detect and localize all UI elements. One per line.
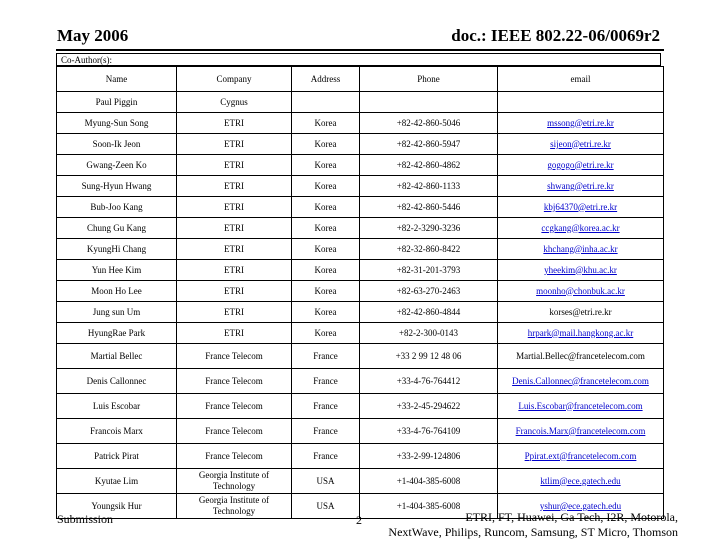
cell-phone: [360, 176, 498, 197]
company-text: ETRI: [224, 138, 244, 149]
cell-address: [292, 344, 360, 369]
phone-text: +82-42-860-4844: [396, 306, 461, 317]
table-row: [57, 155, 664, 176]
cell-email: [498, 113, 664, 134]
email-link[interactable]: moonho@chonbuk.ac.kr: [536, 285, 625, 296]
email-link[interactable]: sijeon@etri.re.kr: [550, 138, 611, 149]
coauthor-table: [56, 66, 664, 519]
cell-company: [177, 176, 292, 197]
cell-name: [57, 260, 177, 281]
cell-phone: [360, 469, 498, 494]
company-text: Georgia Institute of Technology: [198, 470, 270, 491]
phone-text: +82-42-860-5947: [396, 138, 461, 149]
cell-name: [57, 323, 177, 344]
cell-address: [292, 469, 360, 494]
cell-address: [292, 113, 360, 134]
address-text: France: [313, 450, 338, 461]
cell-name: [57, 281, 177, 302]
email-link[interactable]: shwang@etri.re.kr: [547, 180, 614, 191]
company-text: France Telecom: [205, 375, 263, 386]
address-text: France: [313, 425, 338, 436]
name-text: Jung sun Um: [92, 306, 141, 317]
company-text: Georgia Institute of Technology: [198, 495, 270, 516]
footer-affiliations-line1: ETRI, FT, Huawei, Ga Tech, I2R, Motorola,: [465, 510, 678, 524]
cell-phone: [360, 113, 498, 134]
cell-name: [57, 92, 177, 113]
cell-phone: [360, 394, 498, 419]
cell-company: [177, 323, 292, 344]
cell-name: [57, 113, 177, 134]
phone-text: +1-404-385-6008: [396, 475, 461, 486]
name-text: Gwang-Zeen Ko: [86, 159, 147, 170]
company-text: ETRI: [224, 327, 244, 338]
cell-phone: [360, 155, 498, 176]
name-text: Kyutae Lim: [94, 475, 139, 486]
company-text: ETRI: [224, 201, 244, 212]
cell-company: [177, 494, 292, 519]
table-row: [57, 344, 664, 369]
address-text: Korea: [314, 243, 337, 254]
cell-company: [177, 113, 292, 134]
phone-text: +1-404-385-6008: [396, 500, 461, 511]
phone-text: +33-4-76-764412: [396, 375, 461, 386]
address-text: USA: [316, 475, 335, 486]
phone-text: +82-42-860-5446: [396, 201, 461, 212]
address-text: Korea: [314, 117, 337, 128]
cell-address: [292, 260, 360, 281]
company-text: France Telecom: [205, 350, 263, 361]
email-link[interactable]: ktlim@ece.gatech.edu: [540, 475, 621, 486]
cell-address: [292, 444, 360, 469]
name-text: Paul Piggin: [95, 96, 138, 107]
footer-affiliations: [388, 510, 678, 540]
cell-company: [177, 302, 292, 323]
cell-name: [57, 469, 177, 494]
phone-text: +33-2-45-294622: [396, 400, 461, 411]
cell-address: [292, 197, 360, 218]
cell-address: [292, 239, 360, 260]
cell-phone: [360, 260, 498, 281]
address-text: France: [313, 375, 338, 386]
cell-company: [177, 281, 292, 302]
cell-address: [292, 155, 360, 176]
table-row: [57, 469, 664, 494]
cell-phone: [360, 281, 498, 302]
cell-address: [292, 302, 360, 323]
name-text: Denis Callonnec: [86, 375, 147, 386]
name-text: Soon-Ik Jeon: [92, 138, 141, 149]
cell-address: [292, 281, 360, 302]
email-link[interactable]: yheekim@khu.ac.kr: [544, 264, 617, 275]
cell-email: [498, 444, 664, 469]
cell-email: [498, 323, 664, 344]
cell-name: [57, 394, 177, 419]
company-text: France Telecom: [205, 425, 263, 436]
table-row: [57, 281, 664, 302]
company-text: ETRI: [224, 285, 244, 296]
cell-company: [177, 344, 292, 369]
cell-name: [57, 134, 177, 155]
company-text: ETRI: [224, 117, 244, 128]
company-text: ETRI: [224, 222, 244, 233]
cell-email: [498, 155, 664, 176]
cell-company: [177, 218, 292, 239]
address-text: Korea: [314, 306, 337, 317]
column-header: Company: [177, 67, 292, 92]
footer-submission: Submission: [57, 512, 114, 526]
cell-company: [177, 469, 292, 494]
cell-address: [292, 419, 360, 444]
cell-address: [292, 92, 360, 113]
table-row: [57, 218, 664, 239]
table-row: [57, 444, 664, 469]
company-text: France Telecom: [205, 450, 263, 461]
cell-company: [177, 197, 292, 218]
cell-company: [177, 260, 292, 281]
phone-text: +82-32-860-8422: [396, 243, 461, 254]
cell-name: [57, 419, 177, 444]
table-row: [57, 92, 664, 113]
company-text: ETRI: [224, 264, 244, 275]
cell-company: [177, 92, 292, 113]
cell-name: [57, 239, 177, 260]
table-header-row: [57, 67, 664, 92]
cell-phone: [360, 92, 498, 113]
email-link[interactable]: yshur@ece.gatech.edu: [539, 500, 622, 511]
cell-email: [498, 239, 664, 260]
cell-phone: [360, 134, 498, 155]
address-text: Korea: [314, 201, 337, 212]
table-row: [57, 134, 664, 155]
cell-address: [292, 369, 360, 394]
email-link[interactable]: Francois.Marx@francetelecom.com: [515, 425, 646, 436]
company-text: ETRI: [224, 306, 244, 317]
address-text: USA: [316, 500, 335, 511]
cell-email: [498, 260, 664, 281]
header-rule: [56, 49, 664, 51]
company-text: Cygnus: [220, 96, 248, 107]
cell-phone: [360, 197, 498, 218]
cell-phone: [360, 444, 498, 469]
cell-name: [57, 302, 177, 323]
cell-email: [498, 469, 664, 494]
cell-phone: [360, 302, 498, 323]
address-text: Korea: [314, 222, 337, 233]
cell-phone: [360, 344, 498, 369]
cell-email: [498, 419, 664, 444]
cell-company: [177, 239, 292, 260]
address-text: France: [313, 350, 338, 361]
company-text: ETRI: [224, 180, 244, 191]
table-row: [57, 369, 664, 394]
cell-address: [292, 494, 360, 519]
address-text: Korea: [314, 327, 337, 338]
cell-phone: [360, 369, 498, 394]
address-text: Korea: [314, 264, 337, 275]
cell-name: [57, 218, 177, 239]
address-text: Korea: [314, 159, 337, 170]
column-header: Address: [292, 67, 360, 92]
email-link[interactable]: khchang@inha.ac.kr: [543, 243, 618, 254]
cell-company: [177, 419, 292, 444]
cell-email: [498, 197, 664, 218]
email-link[interactable]: Denis.Callonnec@francetelecom.com: [512, 375, 649, 386]
table-row: [57, 239, 664, 260]
phone-text: +82-42-860-1133: [396, 180, 461, 191]
cell-name: [57, 197, 177, 218]
cell-email: [498, 369, 664, 394]
cell-company: [177, 394, 292, 419]
cell-name: [57, 155, 177, 176]
cell-name: [57, 176, 177, 197]
address-text: France: [313, 400, 338, 411]
cell-company: [177, 369, 292, 394]
cell-phone: [360, 218, 498, 239]
footer-page-number: 2: [356, 513, 362, 527]
email-link[interactable]: ccgkang@korea.ac.kr: [541, 222, 620, 233]
cell-phone: [360, 239, 498, 260]
phone-text: +33 2 99 12 48 06: [395, 350, 462, 361]
table-row: [57, 113, 664, 134]
cell-address: [292, 394, 360, 419]
name-text: Youngsik Hur: [91, 500, 142, 511]
cell-email: [498, 281, 664, 302]
name-text: Sung-Hyun Hwang: [81, 180, 152, 191]
name-text: Patrick Pirat: [94, 450, 139, 461]
cell-phone: [360, 419, 498, 444]
column-header: Name: [57, 67, 177, 92]
email-link[interactable]: kbj64370@etri.re.kr: [543, 201, 618, 212]
name-text: Luis Escobar: [92, 400, 141, 411]
cell-email: [498, 394, 664, 419]
table-row: [57, 394, 664, 419]
phone-text: +33-4-76-764109: [396, 425, 461, 436]
address-text: Korea: [314, 138, 337, 149]
name-text: Moon Ho Lee: [91, 285, 142, 296]
coauthor-table-container: [56, 53, 663, 516]
cell-address: [292, 218, 360, 239]
phone-text: +33-2-99-124806: [396, 450, 461, 461]
email-text: Martial.Bellec@francetelecom.com: [516, 350, 645, 361]
table-row: [57, 260, 664, 281]
phone-text: +82-31-201-3793: [396, 264, 461, 275]
email-link[interactable]: hrpark@mail.hangkong.ac.kr: [527, 327, 634, 338]
table-row: [57, 323, 664, 344]
cell-address: [292, 176, 360, 197]
cell-email: [498, 176, 664, 197]
company-text: ETRI: [224, 243, 244, 254]
name-text: Myung-Sun Song: [84, 117, 149, 128]
cell-address: [292, 323, 360, 344]
phone-text: +82-2-300-0143: [398, 327, 459, 338]
cell-email: [498, 302, 664, 323]
column-header: email: [498, 67, 664, 92]
name-text: Chung Gu Kang: [87, 222, 146, 233]
header-doc-number: doc.: IEEE 802.22-06/0069r2: [451, 26, 660, 45]
table-row: [57, 419, 664, 444]
cell-phone: [360, 323, 498, 344]
cell-company: [177, 155, 292, 176]
name-text: Francois Marx: [90, 425, 143, 436]
company-text: ETRI: [224, 159, 244, 170]
name-text: Martial Bellec: [90, 350, 143, 361]
phone-text: +82-42-860-5046: [396, 117, 461, 128]
cell-email: [498, 92, 664, 113]
address-text: Korea: [314, 285, 337, 296]
company-text: France Telecom: [205, 400, 263, 411]
cell-email: [498, 218, 664, 239]
header-date: May 2006: [57, 26, 129, 45]
address-text: Korea: [314, 180, 337, 191]
cell-email: [498, 344, 664, 369]
cell-name: [57, 344, 177, 369]
name-text: HyungRae Park: [87, 327, 146, 338]
footer-affiliations-line2: NextWave, Philips, Runcom, Samsung, ST Micro, Thomson: [388, 525, 678, 539]
table-row: [57, 302, 664, 323]
email-link[interactable]: mssong@etri.re.kr: [547, 117, 614, 128]
name-text: Bub-Joo Kang: [90, 201, 143, 212]
cell-company: [177, 444, 292, 469]
phone-text: +82-63-270-2463: [396, 285, 461, 296]
cell-email: [498, 134, 664, 155]
cell-name: [57, 444, 177, 469]
email-link[interactable]: Ppirat.ext@francetelecom.com: [524, 450, 637, 461]
column-header: Phone: [360, 67, 498, 92]
table-row: [57, 197, 664, 218]
name-text: Yun Hee Kim: [91, 264, 142, 275]
cell-company: [177, 134, 292, 155]
phone-text: +82-42-860-4862: [396, 159, 461, 170]
table-row: [57, 176, 664, 197]
coauthor-table-body: [57, 67, 664, 519]
cell-name: [57, 369, 177, 394]
coauthors-label: Co-Author(s):: [56, 53, 661, 66]
name-text: KyungHi Chang: [86, 243, 147, 254]
email-link[interactable]: Luis.Escobar@francetelecom.com: [518, 400, 643, 411]
email-link[interactable]: gogogo@etri.re.kr: [547, 159, 614, 170]
cell-address: [292, 134, 360, 155]
email-text: korses@etri.re.kr: [549, 306, 612, 317]
phone-text: +82-2-3290-3236: [396, 222, 461, 233]
